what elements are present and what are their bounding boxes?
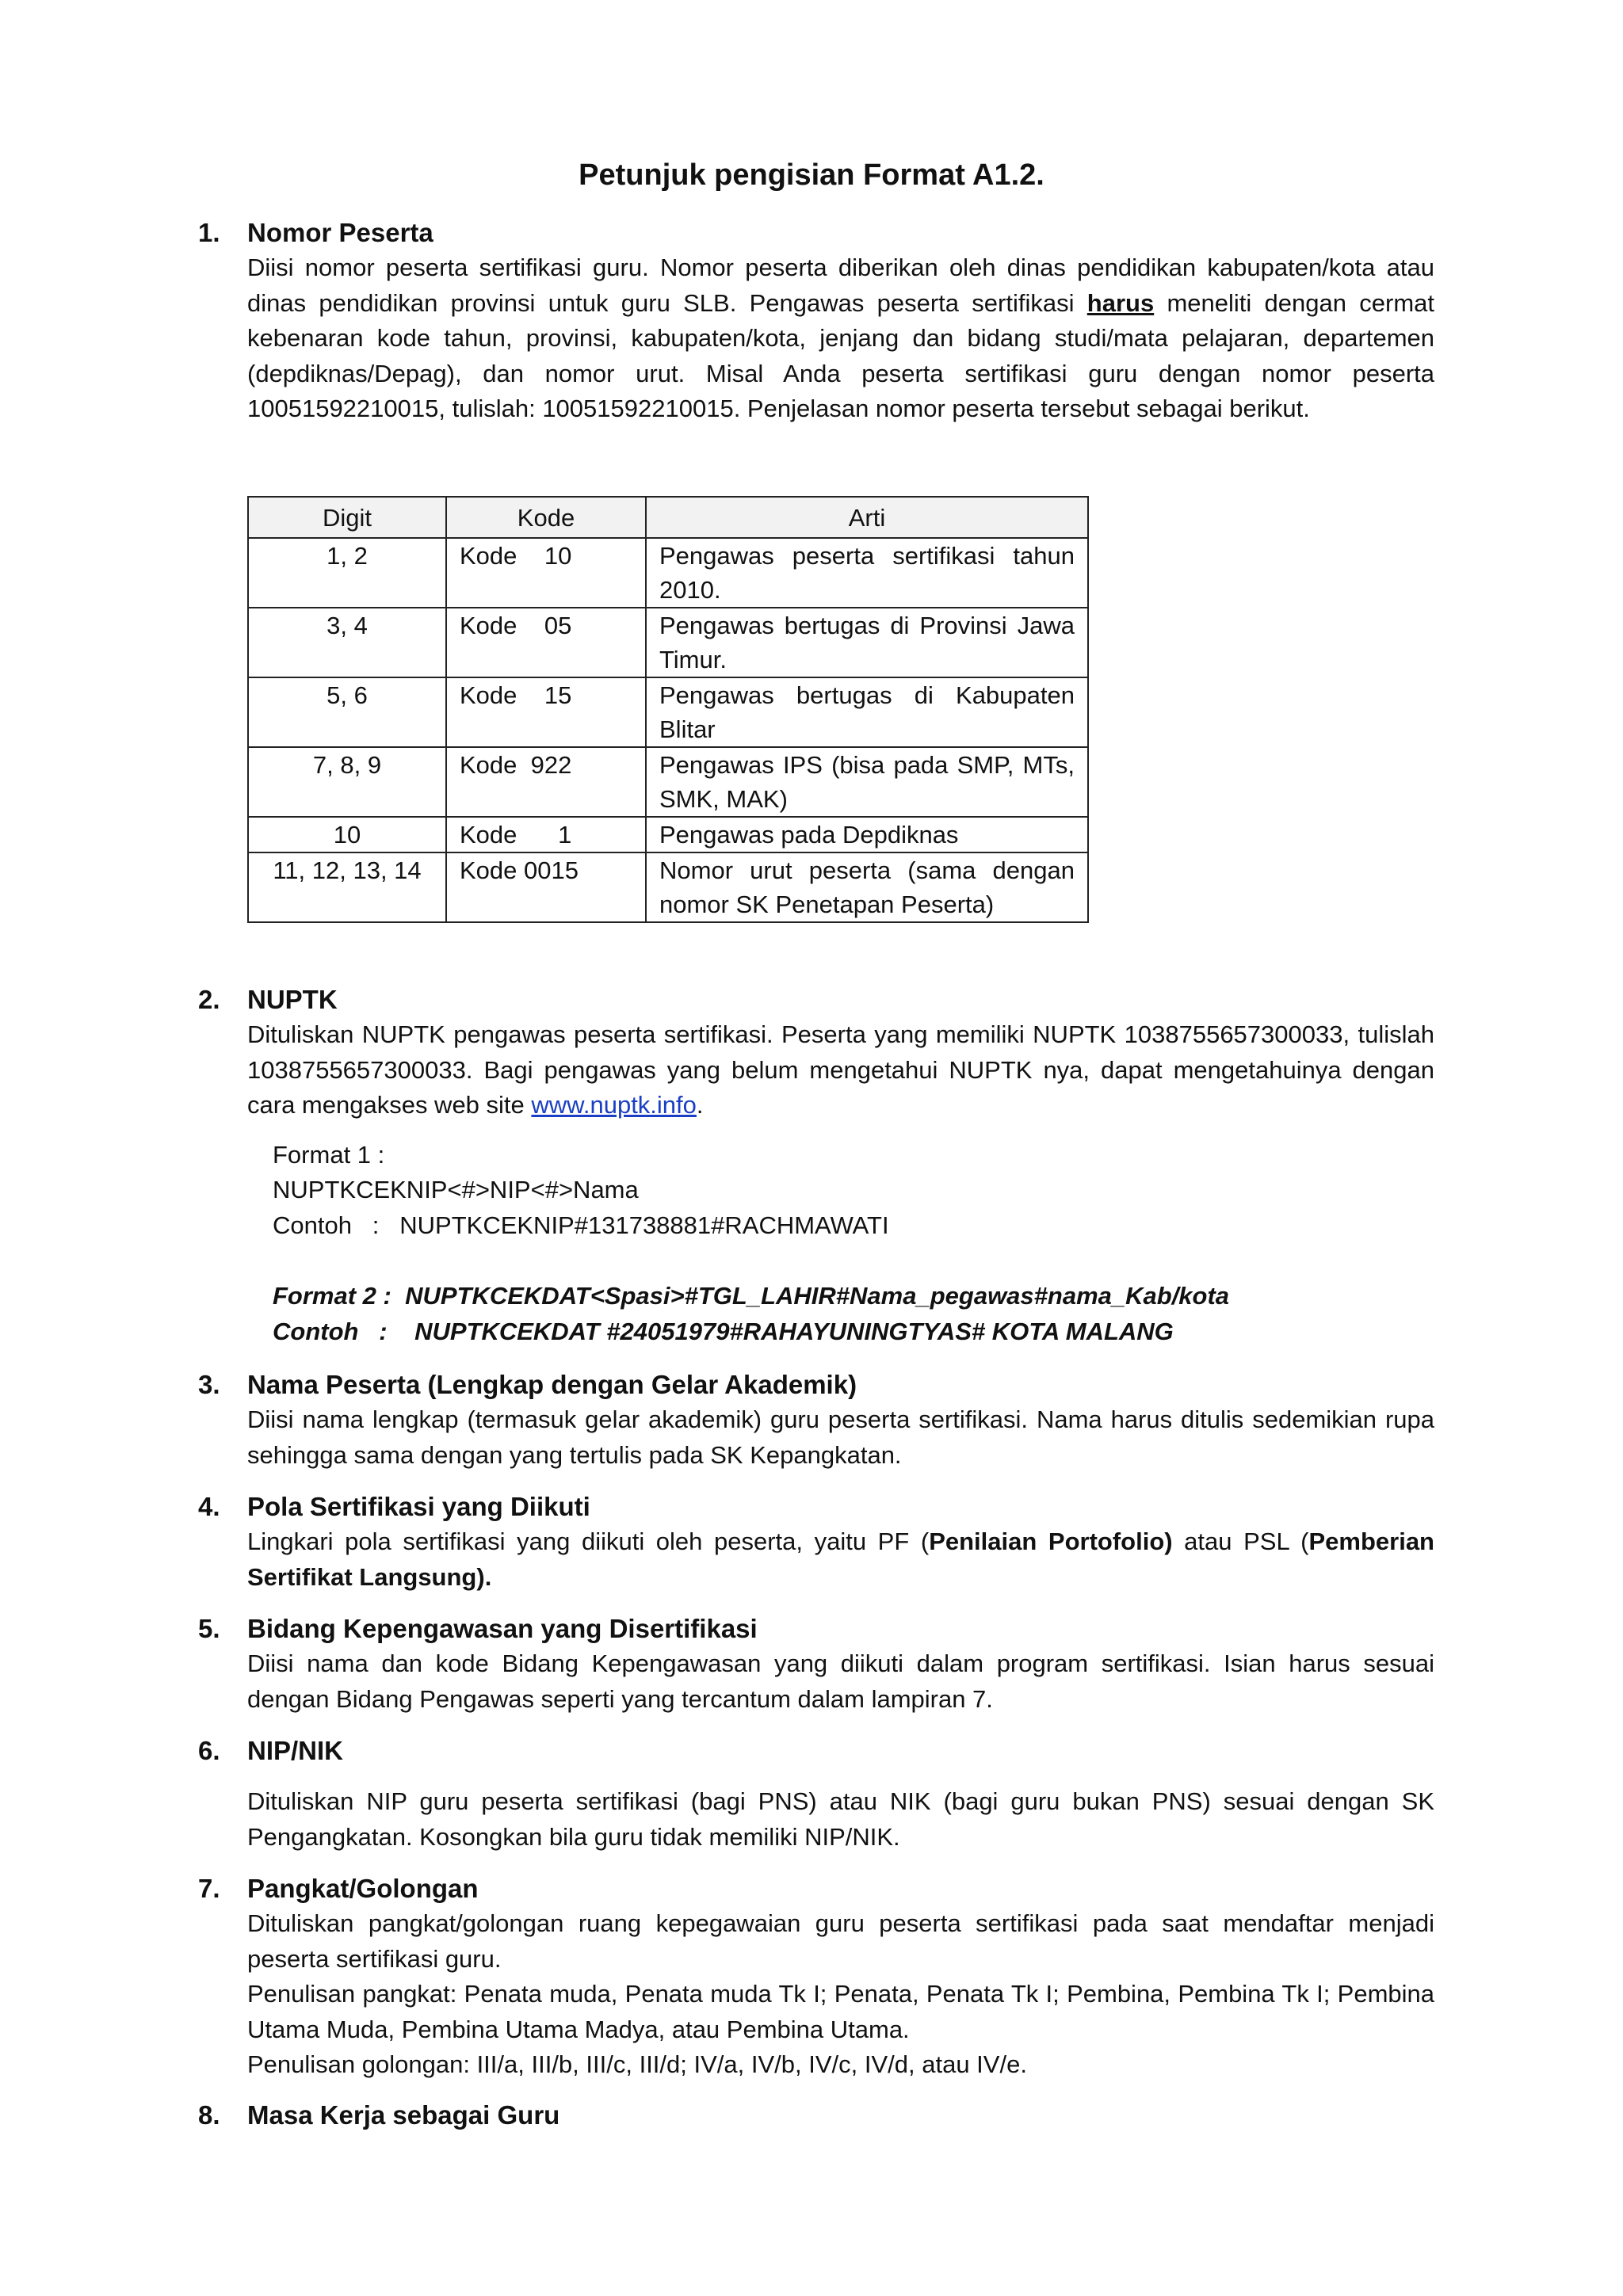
section-nuptk [198, 982, 1434, 1123]
kode-table [247, 496, 1089, 923]
section-number: 7. [198, 1874, 220, 1903]
table-cell-kode: Kode 922 [446, 747, 646, 817]
table-header: Digit [248, 497, 446, 538]
section-title: Nomor Peserta [247, 218, 433, 247]
section-body: Diisi nomor peserta sertifikasi guru. Nomor peserta diberikan oleh dinas pendidikan kabupaten/kota atau dinas pendidikan provinsi untuk guru SLB. Pengawas peserta sertifikasi harus meneliti dengan cermat kebenaran kode tahun, provinsi, kabupaten/kota, jenjang dan bidang studi/mata pelajaran, departemen (depdiknas/Depag), dan nomor urut. Misal Anda peserta sertifikasi guru dengan nomor peserta 10051592210015, tulislah: 10051592210015. Penjelasan nomor peserta tersebut sebagai berikut. [247, 254, 1434, 423]
section-title: Nama Peserta (Lengkap dengan Gelar Akademik) [247, 1370, 857, 1399]
section-title: Pola Sertifikasi yang Diikuti [247, 1492, 590, 1521]
format-1-pattern: NUPTKCEKNIP<#>NIP<#>Nama [273, 1176, 639, 1203]
section-title: NIP/NIK [247, 1736, 344, 1765]
table-row [248, 817, 1088, 852]
table-cell-digit: 7, 8, 9 [248, 747, 446, 817]
section-title: Pangkat/Golongan [247, 1874, 479, 1903]
section-number: 8. [198, 2100, 220, 2130]
table-row [248, 852, 1088, 922]
table-cell-digit: 11, 12, 13, 14 [248, 852, 446, 922]
table-row [248, 538, 1088, 608]
format-1-example: Contoh : NUPTKCEKNIP#131738881#RACHMAWATI [273, 1211, 889, 1239]
section-nama-peserta [198, 1367, 1434, 1473]
section-masa-kerja [198, 2098, 1434, 2133]
page-title: Petunjuk pengisian Format A1.2. [579, 158, 1044, 192]
section-number: 5. [198, 1614, 220, 1643]
table-cell-digit: 5, 6 [248, 677, 446, 747]
table-cell-kode: Kode 10 [446, 538, 646, 608]
table-cell-digit: 3, 4 [248, 608, 446, 677]
format-1-label: Format 1 : [273, 1141, 385, 1169]
section-number: 6. [198, 1736, 220, 1765]
table-cell-arti: Pengawas IPS (bisa pada SMP, MTs, SMK, MAK) [646, 747, 1088, 817]
section-body: Lingkari pola sertifikasi yang diikuti oleh peserta, yaitu PF (Penilaian Portofolio) atau PSL (Pemberian Sertifikat Langsung). [247, 1527, 1434, 1591]
section-body: Diisi nama lengkap (termasuk gelar akademik) guru peserta sertifikasi. Nama harus ditulis sedemikian rupa sehingga sama dengan yang tertulis pada SK Kepangkatan. [247, 1405, 1434, 1469]
table-header: Kode [446, 497, 646, 538]
section-nip-nik [198, 1733, 1434, 1855]
section-nomor-peserta [198, 215, 1434, 427]
table-row [248, 677, 1088, 747]
table-cell-kode: Kode 05 [446, 608, 646, 677]
table-cell-kode: Kode 0015 [446, 852, 646, 922]
table-cell-arti: Pengawas pada Depdiknas [646, 817, 1088, 852]
table-cell-digit: 10 [248, 817, 446, 852]
table-header-row [248, 497, 1088, 538]
section-body: Dituliskan pangkat/golongan ruang kepegawaian guru peserta sertifikasi pada saat mendaftar menjadi peserta sertifikasi guru. Penulisan pangkat: Penata muda, Penata muda Tk I; Penata, Penata Tk I; Pembina, Pembina Tk I; Pembina Utama Muda, Pembina Utama Madya, atau Pembina Utama. Penulisan golongan: III/a, III/b, III/c, III/d; IV/a, IV/b, IV/c, IV/d, atau IV/e. [247, 1909, 1434, 2079]
section-number: 2. [198, 985, 220, 1014]
section-body: Diisi nama dan kode Bidang Kepengawasan yang diikuti dalam program sertifikasi. Isian harus sesuai dengan Bidang Pengawas seperti yang tercantum dalam lampiran 7. [247, 1650, 1434, 1713]
format-2-pattern: Format 2 : NUPTKCEKDAT<Spasi>#TGL_LAHIR#Nama_pegawas#nama_Kab/kota [273, 1282, 1230, 1310]
table-cell-arti: Nomor urut peserta (sama dengan nomor SK Penetapan Peserta) [646, 852, 1088, 922]
table-row [248, 747, 1088, 817]
section-pangkat-golongan [198, 1871, 1434, 2083]
nuptk-website-link[interactable]: www.nuptk.info [531, 1091, 697, 1119]
table-row [248, 608, 1088, 677]
section-number: 4. [198, 1492, 220, 1521]
table-cell-digit: 1, 2 [248, 538, 446, 608]
section-bidang-kepengawasan [198, 1611, 1434, 1717]
table-cell-arti: Pengawas bertugas di Provinsi Jawa Timur. [646, 608, 1088, 677]
section-body: Dituliskan NUPTK pengawas peserta sertifikasi. Peserta yang memiliki NUPTK 1038755657300033, tulislah 1038755657300033. Bagi pengawas yang belum mengetahui NUPTK nya, dapat mengetahuinya dengan cara mengakses web site www.nuptk.info. [247, 1020, 1434, 1119]
section-number: 1. [198, 218, 220, 247]
section-title: Bidang Kepengawasan yang Disertifikasi [247, 1614, 758, 1643]
emphasis-harus: harus [1086, 288, 1155, 317]
table-header: Arti [646, 497, 1088, 538]
table-cell-arti: Pengawas bertugas di Kabupaten Blitar [646, 677, 1088, 747]
table-cell-kode: Kode 15 [446, 677, 646, 747]
section-title: Masa Kerja sebagai Guru [247, 2100, 560, 2130]
section-title: NUPTK [247, 985, 338, 1014]
section-pola-sertifikasi [198, 1489, 1434, 1595]
section-number: 3. [198, 1370, 220, 1399]
table-cell-kode: Kode 1 [446, 817, 646, 852]
format-2-example: Contoh : NUPTKCEKDAT #24051979#RAHAYUNINGTYAS# KOTA MALANG [273, 1318, 1174, 1345]
section-body: Dituliskan NIP guru peserta sertifikasi (bagi PNS) atau NIK (bagi guru bukan PNS) sesuai dengan SK Pengangkatan. Kosongkan bila guru tidak memiliki NIP/NIK. [247, 1787, 1434, 1851]
table-cell-arti: Pengawas peserta sertifikasi tahun 2010. [646, 538, 1088, 608]
